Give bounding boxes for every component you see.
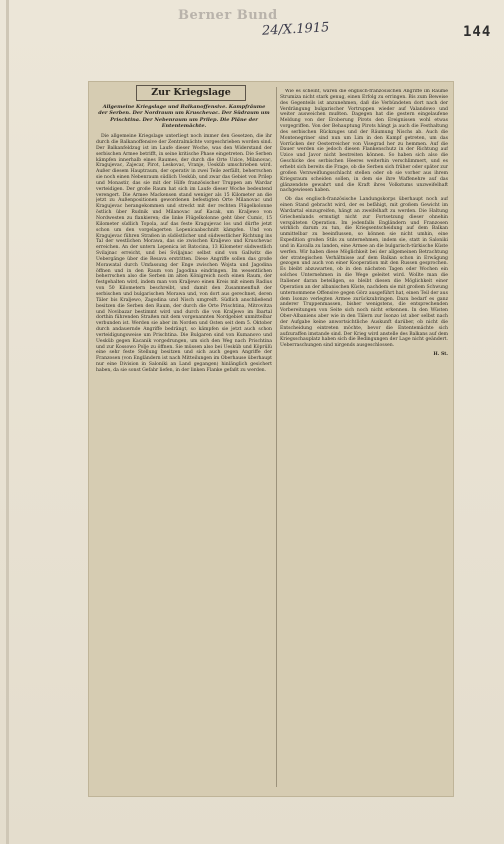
- left-column: [96, 81, 272, 377]
- right-paragraph-1: Wie es scheint, waren die englisch-französischen Angriffe im Raume Strumiza nicht stark genug, einen Erfolg zu erringen. Bis zum Beweise des Gegenteils ist anzunehmen, daß die Verbündeten dort nach der Verdrängung bulgarischer Vortruppen wieder auf Valandowo und weiter ausweichen mußten. Dagegen hat die gestern eingelaufene Meldung von der Eroberung Pirots den Ereignissen wohl etwas vorgegriffen. Von der Behauptung Pirots hängt ja auch die Festhaltung des serbischen Rückzuges und der Räumung Nischs ab. Auch die Montenegriner sind nun um Lim in den Kampf getreten, um das Vorrücken der Oesterreicher von Visegrad her zu hemmen. Auf die Dauer werden sie jedoch diesen Flankenschutz in der Richtung auf Uzice und Javor nicht bestreiten können. So haben sich also die Geschicke des serbischen Heeres weiterhin verschlimmert, und es erhebt sich bereits die Frage, ob die Serben sich früher oder später zur großen Verzweiflungsschlacht stellen oder ob sie vorher aus ihrem Kriegsraum scheiden sollen, in dem sie ihre Waffenehre auf das glänzendste gewahrt und die Kraft ihres Volkstums unzweifelhaft nachgewiesen haben.: [280, 89, 448, 194]
- page-number: 144: [463, 24, 492, 40]
- article-headline: Zur Kriegslage: [136, 85, 246, 101]
- binding-edge: [6, 0, 9, 844]
- column-divider: [276, 87, 277, 787]
- right-column: [280, 89, 448, 358]
- author-signature: H. St.: [433, 352, 448, 358]
- newspaper-clipping: [88, 81, 454, 797]
- newspaper-stamp: Berner Bund: [178, 8, 278, 23]
- right-paragraph-2: Ob das englisch-französische Landungskorps überhaupt noch auf einen Stand gebracht wird, der es befähigt, mit großem Gewicht im Wardartal einzugreifen, hängt an zweifelhaft zu werden. Die Haltung Griechenlands ermutigt nicht zur Fortsetzung dieser ohnehin verspäteten Operation. Im jedenfalls Engländern und Franzosen wirklich darum zu tun, die Kriegsentscheidung auf dem Balkan unmittelbar zu beeinflussen, so können sie nicht umhin, eine Expedition großen Stils zu unternehmen, indem sie, statt in Saloniki und in Kavalla zu landen, eine Armee an die bulgarisch-türkische Küste werfen. Wir haben diese Möglichkeit bei der allgemeinen Betrachtung der strategischen Verhältnisse auf dem Balkan schon in Erwägung gezogen und auch von einer Kooperation mit den Russen gesprochen. Es bleibt abzuwarten, ob in den nächsten Tagen oder Wochen ein solches Unternehmen in die Wege geleitet wird. Wollte man die Italiener daran beteiligen, so bleibt diesen die Möglichkeit einer Operation an der albanischen Küste, nachdem sie mit großem Schwung unternommene Offensive gegen Görz ausgeführt hat, einen Teil der aus dem Isonzo verlegten Armee zurückzubringen. Dazu bedarf es ganz anderer Truppenmassen, bisher wenigstens, die entsprechenden Vorbereitungen von Seite sich noch nicht erkennen. In den Wüsten Ober-Albaniens aber wie in den Tälern zur Isonzo ist aber selbst nach der Aufgabe keine anwortsichtliche Auskunft darüber, ob nicht die Entscheidung eintreten möchte, bevor die Ententemächte sich aufzuraffen imstande sind. Der Krieg wird anstelle des Balkans auf dem Kriegsschauplatz haben sich die Bedingungen der Lage nicht geändert. Ueberraschungen sind nirgends ausgeschlossen.: [280, 197, 448, 349]
- handwritten-date: 24/X.1915: [261, 20, 330, 39]
- article-subheadline: Allgemeine Kriegslage und Balkanoffensive. Kampfräume der Serben. Der Nordraum um Kruschevac. Der Südraum um Prischtina. Der Nebenraum um Prilep. Die Pläne der Ententemächte.: [98, 104, 270, 129]
- left-paragraph-1: Die allgemeine Kriegslage unterliegt noch immer den Gesetzen, die ihr durch die Balkanoffensive der Zentralmächte vorgeschrieben worden sind. Der Balkanfeldzug ist im Laufe dieser Woche, was den Widerstand der serbischen Armee betrifft, in seine kritische Phase eingetreten. Die Serben kämpfen innerhalb eines Raumes, der durch die Orte Uzice, Milanovac, Kragujevac, Zajecar, Pirot, Leskovac, Vranje, Uesküb umschrieben wird. Außer diesem Hauptraum, der operativ in zwei Teile zerfällt, beherrschen sie noch einen Nebenraum südlich Uesküb, und zwar das Gebiet von Prilep und Monastir, das sie mit der Hilfe französischer Truppen am Wardar verteidigen. Der große Raum hat sich im Laufe dieser Woche bedeutend verengert. Die Armee Mackensen stand weniger als 15 Kilometer an die jetzt zu Außenpositionen gewordenen befestigten Orte Milanovac und Kragujevac herangekommen und streckt mit der rechten Flügelkolonne östlich über Rudnik und Milanovac auf Kacak, um Kraljewo von Nordwesten zu flankieren; die linke Flügelkolonne geht über Cumic, 15 Kilometer südlich Topola, auf das feste Kragujevac los und dürfte jetzt schon um den vorgelagerten Lepenicaabschnitt kämpfen. Und von Kragujevac führen Straßen in südöstlicher und südwestlicher Richtung ins Tal der westlichen Morawa, das sie zwischen Kraljewo und Kruschevac erreichen. An der untern Lepenica ist Batocina, 13 Kilometer südwestlich Svilajnac erreicht, und bei Sviljajnac selbst sind von Gallwitz die Uebergänge über die Resava erstritten. Diese Angriffe sollen das große Morawatal durch Umfassung der Enge zwischen Wojsta und Jagodina öffnen und in den Raum von Jagodina eindringen. Im wesentlichen beherrschen also die Serben im alten Königreich noch einen Raum, der festgehalten wird, indem man von Kraljewo einen Kreis mit einem Radius von 50 Kilometern beschreibt, und damit den Zusammenfluß der serbischen und bulgarischen Morawa und, von dort aus gerechnet, deren Täler bis Kraljewo, Zagodina und Nisch umgreift. Südlich anschließend besitzen die Serben den Raum, der durch die Orte Prischtina, Mitrovitza und Novibazar bestimmt wird und durch die von Kraljewo im Ibartal dorthin führenden Straßen mit dem vorgenannten Nordgebiet unmittelbar verbunden ist. Werden sie aber im Norden und Osten seit dem 5. Oktober durch andauernde Angriffe bedrängt, so kämpfen sie jetzt auch schon verteidigungsweise um Prischtina. Die Bulgaren sind von Kumanovo und Uesküb gegen Kacanik vorgedrungen, um sich den Weg nach Prischtina und zur Kossowo Polje zu öffnen. Sie müssen also bei Uesküb und Köprülü eine sehr feste Stellung besitzen und sich auch gegen Angriffe der Franzosen (von Engländern ist nach Mitteilungen im Oberhause überhaupt nur eine Division in Saloniki an Land gegangen) hinlänglich gesichert haben, da sie sonst Gefahr liefen, in der linken Flanke gefaßt zu werden.: [96, 134, 272, 373]
